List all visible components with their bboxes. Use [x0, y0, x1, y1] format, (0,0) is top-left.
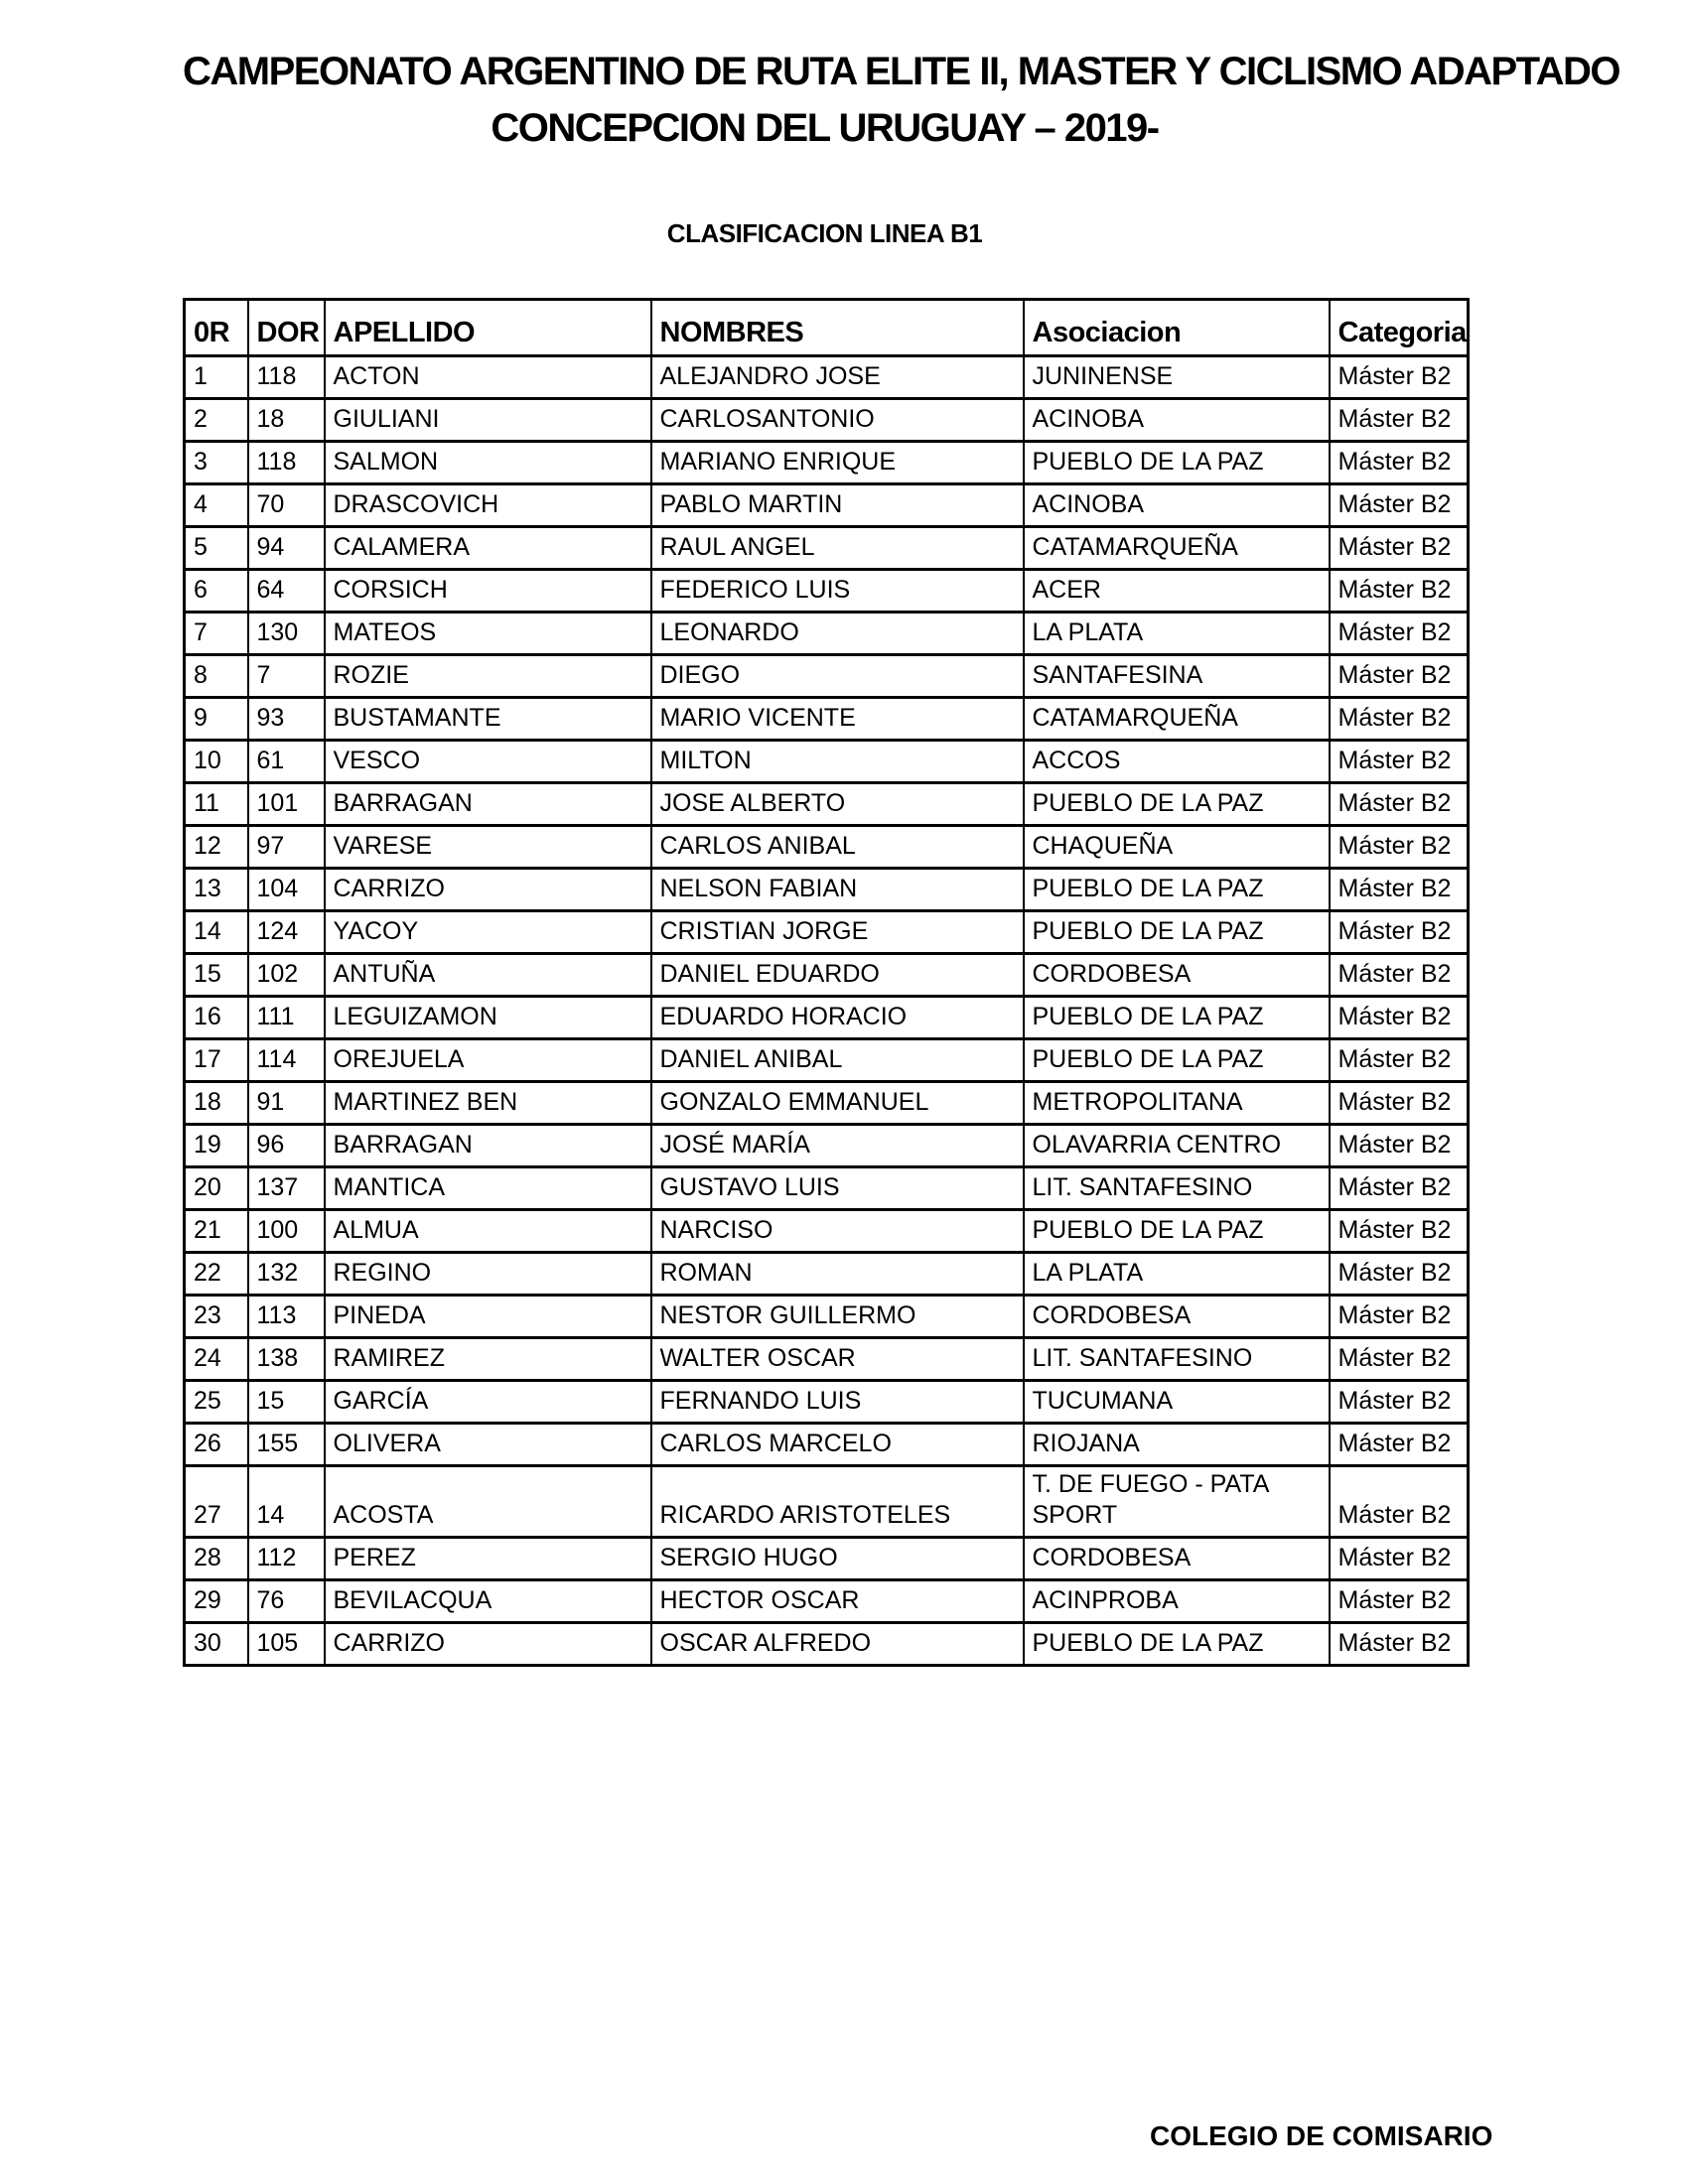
cell-dor: 18: [248, 399, 325, 442]
col-header-asociacion: Asociacion: [1024, 300, 1330, 356]
cell-asociacion: CHAQUEÑA: [1024, 826, 1330, 869]
cell-asociacion: ACINPROBA: [1024, 1580, 1330, 1623]
document-title: [183, 44, 1619, 157]
section-subtitle: CLASIFICACION LINEA B1: [666, 218, 983, 248]
cell-or: 27: [185, 1466, 248, 1538]
table-row: [185, 655, 1469, 698]
cell-dor: 7: [248, 655, 325, 698]
cell-dor: 137: [248, 1167, 325, 1210]
cell-asociacion: ACINOBA: [1024, 399, 1330, 442]
cell-apellido: GARCÍA: [325, 1381, 651, 1424]
cell-asociacion: PUEBLO DE LA PAZ: [1024, 1039, 1330, 1082]
cell-or: 29: [185, 1580, 248, 1623]
cell-dor: 112: [248, 1538, 325, 1580]
cell-or: 5: [185, 527, 248, 570]
cell-or: 7: [185, 613, 248, 655]
cell-dor: 102: [248, 954, 325, 997]
cell-or: 11: [185, 783, 248, 826]
cell-or: 10: [185, 741, 248, 783]
cell-categoria: Máster B2: [1330, 1125, 1469, 1167]
cell-nombres: JOSE ALBERTO: [651, 783, 1024, 826]
cell-or: 12: [185, 826, 248, 869]
table-row: [185, 527, 1469, 570]
cell-asociacion: PUEBLO DE LA PAZ: [1024, 442, 1330, 484]
table-header-row: [185, 300, 1469, 356]
cell-nombres: NELSON FABIAN: [651, 869, 1024, 911]
cell-apellido: MANTICA: [325, 1167, 651, 1210]
cell-nombres: RAUL ANGEL: [651, 527, 1024, 570]
cell-categoria: Máster B2: [1330, 1210, 1469, 1253]
title-line-1: CAMPEONATO ARGENTINO DE RUTA ELITE II, MASTER Y CICLISMO ADAPTADO: [183, 50, 1619, 93]
cell-asociacion: PUEBLO DE LA PAZ: [1024, 911, 1330, 954]
cell-categoria: Máster B2: [1330, 1424, 1469, 1466]
table-row: [185, 1082, 1469, 1125]
cell-apellido: OREJUELA: [325, 1039, 651, 1082]
cell-apellido: BEVILACQUA: [325, 1580, 651, 1623]
cell-asociacion: OLAVARRIA CENTRO: [1024, 1125, 1330, 1167]
cell-dor: 104: [248, 869, 325, 911]
cell-apellido: CORSICH: [325, 570, 651, 613]
cell-asociacion: JUNINENSE: [1024, 356, 1330, 399]
cell-categoria: Máster B2: [1330, 1466, 1469, 1538]
cell-apellido: BARRAGAN: [325, 1125, 651, 1167]
table-row: [185, 1623, 1469, 1666]
cell-or: 26: [185, 1424, 248, 1466]
cell-dor: 130: [248, 613, 325, 655]
cell-dor: 138: [248, 1338, 325, 1381]
cell-apellido: ALMUA: [325, 1210, 651, 1253]
table-row: [185, 1296, 1469, 1338]
cell-dor: 97: [248, 826, 325, 869]
cell-categoria: Máster B2: [1330, 356, 1469, 399]
table-row: [185, 1466, 1469, 1538]
cell-nombres: ALEJANDRO JOSE: [651, 356, 1024, 399]
cell-apellido: MARTINEZ BEN: [325, 1082, 651, 1125]
cell-categoria: Máster B2: [1330, 741, 1469, 783]
cell-dor: 93: [248, 698, 325, 741]
cell-nombres: DANIEL EDUARDO: [651, 954, 1024, 997]
cell-apellido: BUSTAMANTE: [325, 698, 651, 741]
cell-or: 21: [185, 1210, 248, 1253]
cell-or: 1: [185, 356, 248, 399]
table-row: [185, 1538, 1469, 1580]
cell-categoria: Máster B2: [1330, 613, 1469, 655]
cell-or: 16: [185, 997, 248, 1039]
cell-dor: 61: [248, 741, 325, 783]
cell-or: 14: [185, 911, 248, 954]
col-header-nombres: NOMBRES: [651, 300, 1024, 356]
cell-nombres: MILTON: [651, 741, 1024, 783]
cell-nombres: FERNANDO LUIS: [651, 1381, 1024, 1424]
cell-asociacion: TUCUMANA: [1024, 1381, 1330, 1424]
cell-or: 30: [185, 1623, 248, 1666]
cell-nombres: CARLOSANTONIO: [651, 399, 1024, 442]
cell-nombres: NESTOR GUILLERMO: [651, 1296, 1024, 1338]
cell-categoria: Máster B2: [1330, 442, 1469, 484]
cell-categoria: Máster B2: [1330, 1167, 1469, 1210]
cell-asociacion: LIT. SANTAFESINO: [1024, 1167, 1330, 1210]
cell-nombres: DANIEL ANIBAL: [651, 1039, 1024, 1082]
cell-categoria: Máster B2: [1330, 1381, 1469, 1424]
table-row: [185, 954, 1469, 997]
cell-dor: 70: [248, 484, 325, 527]
col-header-apellido: APELLIDO: [325, 300, 651, 356]
cell-dor: 76: [248, 1580, 325, 1623]
cell-nombres: NARCISO: [651, 1210, 1024, 1253]
cell-categoria: Máster B2: [1330, 911, 1469, 954]
cell-categoria: Máster B2: [1330, 1082, 1469, 1125]
table-row: [185, 741, 1469, 783]
cell-nombres: DIEGO: [651, 655, 1024, 698]
cell-nombres: GONZALO EMMANUEL: [651, 1082, 1024, 1125]
cell-or: 18: [185, 1082, 248, 1125]
cell-categoria: Máster B2: [1330, 1039, 1469, 1082]
cell-asociacion: ACCOS: [1024, 741, 1330, 783]
cell-dor: 111: [248, 997, 325, 1039]
cell-categoria: Máster B2: [1330, 570, 1469, 613]
cell-categoria: Máster B2: [1330, 1580, 1469, 1623]
table-row: [185, 1125, 1469, 1167]
cell-apellido: ACTON: [325, 356, 651, 399]
cell-or: 4: [185, 484, 248, 527]
cell-apellido: BARRAGAN: [325, 783, 651, 826]
cell-categoria: Máster B2: [1330, 1623, 1469, 1666]
cell-nombres: RICARDO ARISTOTELES: [651, 1466, 1024, 1538]
table-row: [185, 869, 1469, 911]
classification-table-body: [185, 356, 1469, 1666]
cell-asociacion: LA PLATA: [1024, 613, 1330, 655]
cell-dor: 15: [248, 1381, 325, 1424]
cell-apellido: SALMON: [325, 442, 651, 484]
table-row: [185, 698, 1469, 741]
cell-dor: 114: [248, 1039, 325, 1082]
cell-apellido: CALAMERA: [325, 527, 651, 570]
cell-asociacion: CORDOBESA: [1024, 954, 1330, 997]
footer-signature: COLEGIO DE COMISARIO: [1150, 2120, 1493, 2151]
title-line-2: CONCEPCION DEL URUGUAY – 2019-: [491, 106, 1159, 150]
table-row: [185, 1338, 1469, 1381]
cell-nombres: JOSÉ MARÍA: [651, 1125, 1024, 1167]
cell-categoria: Máster B2: [1330, 698, 1469, 741]
cell-asociacion: CATAMARQUEÑA: [1024, 527, 1330, 570]
cell-apellido: OLIVERA: [325, 1424, 651, 1466]
cell-nombres: OSCAR ALFREDO: [651, 1623, 1024, 1666]
table-row: [185, 783, 1469, 826]
cell-asociacion: LIT. SANTAFESINO: [1024, 1338, 1330, 1381]
cell-categoria: Máster B2: [1330, 869, 1469, 911]
cell-categoria: Máster B2: [1330, 399, 1469, 442]
cell-or: 24: [185, 1338, 248, 1381]
cell-or: 25: [185, 1381, 248, 1424]
table-row: [185, 1424, 1469, 1466]
cell-categoria: Máster B2: [1330, 484, 1469, 527]
cell-apellido: VESCO: [325, 741, 651, 783]
table-row: [185, 1039, 1469, 1082]
table-row: [185, 484, 1469, 527]
cell-asociacion: ACINOBA: [1024, 484, 1330, 527]
col-header-dor: DOR: [248, 300, 325, 356]
cell-dor: 101: [248, 783, 325, 826]
table-row: [185, 1210, 1469, 1253]
cell-asociacion: ACER: [1024, 570, 1330, 613]
cell-dor: 100: [248, 1210, 325, 1253]
cell-asociacion: PUEBLO DE LA PAZ: [1024, 869, 1330, 911]
cell-apellido: RAMIREZ: [325, 1338, 651, 1381]
cell-asociacion: PUEBLO DE LA PAZ: [1024, 1210, 1330, 1253]
cell-or: 13: [185, 869, 248, 911]
cell-asociacion: T. DE FUEGO - PATA SPORT: [1024, 1466, 1330, 1538]
table-row: [185, 1381, 1469, 1424]
cell-or: 22: [185, 1253, 248, 1296]
cell-asociacion: CORDOBESA: [1024, 1538, 1330, 1580]
cell-apellido: LEGUIZAMON: [325, 997, 651, 1039]
cell-asociacion: SANTAFESINA: [1024, 655, 1330, 698]
table-row: [185, 1253, 1469, 1296]
cell-nombres: FEDERICO LUIS: [651, 570, 1024, 613]
table-row: [185, 911, 1469, 954]
table-row: [185, 1580, 1469, 1623]
cell-apellido: YACOY: [325, 911, 651, 954]
cell-or: 28: [185, 1538, 248, 1580]
cell-or: 15: [185, 954, 248, 997]
cell-categoria: Máster B2: [1330, 997, 1469, 1039]
cell-or: 9: [185, 698, 248, 741]
cell-asociacion: LA PLATA: [1024, 1253, 1330, 1296]
cell-dor: 113: [248, 1296, 325, 1338]
cell-or: 2: [185, 399, 248, 442]
cell-asociacion: PUEBLO DE LA PAZ: [1024, 1623, 1330, 1666]
cell-nombres: SERGIO HUGO: [651, 1538, 1024, 1580]
cell-categoria: Máster B2: [1330, 655, 1469, 698]
cell-or: 19: [185, 1125, 248, 1167]
cell-asociacion: CORDOBESA: [1024, 1296, 1330, 1338]
cell-apellido: REGINO: [325, 1253, 651, 1296]
cell-dor: 118: [248, 356, 325, 399]
cell-asociacion: CATAMARQUEÑA: [1024, 698, 1330, 741]
cell-nombres: ROMAN: [651, 1253, 1024, 1296]
cell-or: 17: [185, 1039, 248, 1082]
cell-apellido: PINEDA: [325, 1296, 651, 1338]
cell-apellido: DRASCOVICH: [325, 484, 651, 527]
table-row: [185, 399, 1469, 442]
cell-categoria: Máster B2: [1330, 783, 1469, 826]
cell-categoria: Máster B2: [1330, 527, 1469, 570]
cell-apellido: CARRIZO: [325, 869, 651, 911]
cell-nombres: MARIANO ENRIQUE: [651, 442, 1024, 484]
cell-categoria: Máster B2: [1330, 1253, 1469, 1296]
cell-or: 8: [185, 655, 248, 698]
cell-dor: 94: [248, 527, 325, 570]
cell-nombres: CRISTIAN JORGE: [651, 911, 1024, 954]
cell-categoria: Máster B2: [1330, 826, 1469, 869]
cell-asociacion: METROPOLITANA: [1024, 1082, 1330, 1125]
cell-dor: 64: [248, 570, 325, 613]
classification-table: [183, 298, 1470, 1667]
cell-asociacion: PUEBLO DE LA PAZ: [1024, 997, 1330, 1039]
cell-or: 20: [185, 1167, 248, 1210]
table-row: [185, 356, 1469, 399]
cell-nombres: WALTER OSCAR: [651, 1338, 1024, 1381]
cell-nombres: PABLO MARTIN: [651, 484, 1024, 527]
table-row: [185, 997, 1469, 1039]
cell-asociacion: RIOJANA: [1024, 1424, 1330, 1466]
cell-categoria: Máster B2: [1330, 1296, 1469, 1338]
cell-or: 6: [185, 570, 248, 613]
cell-dor: 105: [248, 1623, 325, 1666]
cell-nombres: MARIO VICENTE: [651, 698, 1024, 741]
cell-dor: 124: [248, 911, 325, 954]
cell-categoria: Máster B2: [1330, 954, 1469, 997]
cell-nombres: CARLOS MARCELO: [651, 1424, 1024, 1466]
cell-dor: 14: [248, 1466, 325, 1538]
col-header-categoria: Categoria: [1330, 300, 1469, 356]
table-row: [185, 1167, 1469, 1210]
cell-or: 23: [185, 1296, 248, 1338]
cell-apellido: ROZIE: [325, 655, 651, 698]
table-row: [185, 570, 1469, 613]
cell-apellido: GIULIANI: [325, 399, 651, 442]
cell-nombres: EDUARDO HORACIO: [651, 997, 1024, 1039]
cell-nombres: HECTOR OSCAR: [651, 1580, 1024, 1623]
cell-dor: 96: [248, 1125, 325, 1167]
cell-apellido: PEREZ: [325, 1538, 651, 1580]
cell-dor: 118: [248, 442, 325, 484]
cell-apellido: CARRIZO: [325, 1623, 651, 1666]
cell-categoria: Máster B2: [1330, 1338, 1469, 1381]
cell-apellido: ANTUÑA: [325, 954, 651, 997]
cell-apellido: ACOSTA: [325, 1466, 651, 1538]
cell-or: 3: [185, 442, 248, 484]
col-header-or: 0R: [185, 300, 248, 356]
cell-nombres: CARLOS ANIBAL: [651, 826, 1024, 869]
table-row: [185, 442, 1469, 484]
cell-dor: 132: [248, 1253, 325, 1296]
table-row: [185, 613, 1469, 655]
cell-dor: 91: [248, 1082, 325, 1125]
cell-categoria: Máster B2: [1330, 1538, 1469, 1580]
cell-nombres: GUSTAVO LUIS: [651, 1167, 1024, 1210]
cell-nombres: LEONARDO: [651, 613, 1024, 655]
cell-apellido: MATEOS: [325, 613, 651, 655]
table-row: [185, 826, 1469, 869]
cell-asociacion: PUEBLO DE LA PAZ: [1024, 783, 1330, 826]
cell-dor: 155: [248, 1424, 325, 1466]
cell-apellido: VARESE: [325, 826, 651, 869]
